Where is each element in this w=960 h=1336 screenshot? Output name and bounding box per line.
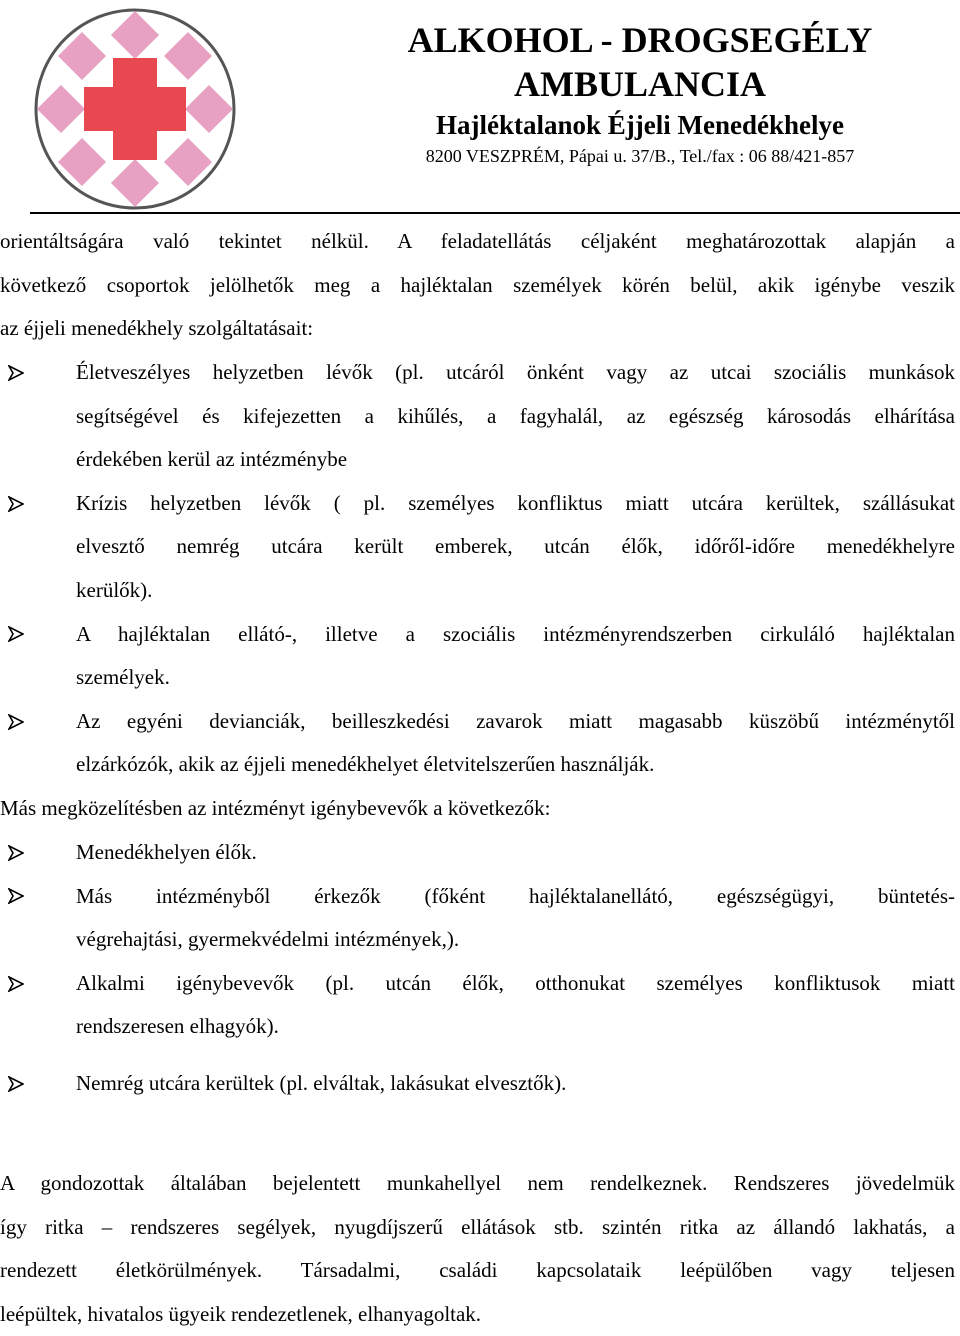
- list-item-text: [76, 613, 955, 700]
- org-subtitle: Hajléktalanok Éjjeli Menedékhelye: [436, 110, 844, 140]
- list-item-text: [76, 1062, 955, 1106]
- list-item-line: Nemrég utcára kerültek (pl. elváltak, lakásukat elvesztők).: [76, 1071, 567, 1095]
- intro-line: orientáltságára való tekintet nélkül. A feladatellátás céljaként meghatározottak alapján a: [0, 229, 955, 253]
- list-item-text: [76, 351, 955, 482]
- intro-line: következő csoportok jelölhetők meg a hajléktalan személyek körén belül, akik igénybe veszik: [0, 272, 955, 297]
- closing-line: leépültek, hivatalos ügyeik rendezetlenek, elhanyagoltak.: [0, 1301, 482, 1326]
- list-item: [0, 613, 955, 700]
- list-item-line: Alkalmi igénybevevők (pl. utcán élők, otthonukat személyes konfliktusok miatt: [76, 970, 955, 995]
- logo-svg: [30, 6, 240, 211]
- org-name-line1: ALKOHOL - DROGSEGÉLY: [407, 20, 873, 60]
- arrowhead-bullet-icon: [8, 831, 26, 875]
- list-item: [0, 831, 955, 875]
- closing-line: rendezett életkörülmények. Társadalmi, családi kapcsolataik leépülőben vagy teljesen: [0, 1258, 955, 1283]
- middle-line: Más megközelítésben az intézményt igénybevevők a következők:: [0, 796, 551, 820]
- org-address: 8200 VESZPRÉM, Pápai u. 37/B., Tel./fax : 06 88/421-857: [425, 146, 855, 166]
- list-item-text: [76, 831, 955, 875]
- arrowhead-bullet-icon: [8, 1062, 26, 1106]
- list-item-line: elvesztő nemrég utcára került emberek, utcán élők, időről-időre menedékhelyre: [76, 534, 955, 559]
- list-item: [0, 351, 955, 482]
- org-name-line2: AMBULANCIA: [514, 64, 766, 104]
- arrowhead-bullet-icon: [8, 351, 26, 395]
- list-item-line: Más intézményből érkezők (főként hajléktalanellátó, egészségügyi, büntetés-: [76, 883, 955, 908]
- list-item-text: [76, 482, 955, 613]
- middle-paragraph: [0, 787, 955, 831]
- list-item: [0, 482, 955, 613]
- list-item-line: személyek.: [76, 665, 170, 690]
- list-item-line: Krízis helyzetben lévők ( pl. személyes konfliktus miatt utcára kerültek, szállásukat: [76, 490, 955, 515]
- closing-line: A gondozottak általában bejelentett munkahellyel nem rendelkeznek. Rendszeres jövedelmük: [0, 1171, 955, 1195]
- list-item-text: [76, 875, 955, 962]
- list-item: [0, 962, 955, 1049]
- list-item-text: [76, 962, 955, 1049]
- list-item-text: [76, 700, 955, 787]
- recent-homeless-list: [0, 1062, 955, 1106]
- list-item: [0, 700, 955, 787]
- list-item: [0, 1062, 955, 1106]
- intro-paragraph: [0, 220, 955, 351]
- list-item-line: segítségével és kifejezetten a kihűlés, a fagyhalál, az egészség károsodás elhárítása: [76, 403, 955, 428]
- arrowhead-bullet-icon: [8, 962, 26, 1006]
- arrowhead-bullet-icon: [8, 482, 26, 526]
- list-item-line: végrehajtási, gyermekvédelmi intézmények,).: [76, 927, 460, 952]
- list-item-line: érdekében kerül az intézménybe: [76, 447, 348, 472]
- closing-line: így ritka – rendszeres segélyek, nyugdíjszerű ellátások stb. szintén ritka az állandó lakhatás, a: [0, 1214, 955, 1239]
- red-cross-emblem-icon: [30, 6, 240, 211]
- intro-line: az éjjeli menedékhely szolgáltatásait:: [0, 316, 314, 341]
- arrowhead-bullet-icon: [8, 875, 26, 919]
- list-item-line: rendszeresen elhagyók).: [76, 1014, 279, 1039]
- list-item-line: Életveszélyes helyzetben lévők (pl. utcáról önként vagy az utcai szociális munkások: [76, 360, 955, 384]
- list-item: [0, 875, 955, 962]
- closing-paragraph: [0, 1162, 955, 1336]
- arrowhead-bullet-icon: [8, 613, 26, 657]
- logo-cross: [84, 58, 186, 160]
- target-groups-list: [0, 351, 955, 787]
- list-item-line: kerülők).: [76, 577, 153, 602]
- users-list: [0, 831, 955, 1049]
- arrowhead-bullet-icon: [8, 700, 26, 744]
- list-item-line: Menedékhelyen élők.: [76, 840, 257, 864]
- list-item-line: Az egyéni devianciák, beilleszkedési zavarok miatt magasabb küszöbű intézménytől: [76, 708, 955, 733]
- header-divider: [30, 212, 960, 214]
- list-item-line: A hajléktalan ellátó-, illetve a szociális intézményrendszerben cirkuláló hajléktalan: [76, 621, 955, 646]
- letterhead: [320, 18, 960, 168]
- list-item-line: elzárkózók, akik az éjjeli menedékhelyet életvitelszerűen használják.: [76, 752, 655, 777]
